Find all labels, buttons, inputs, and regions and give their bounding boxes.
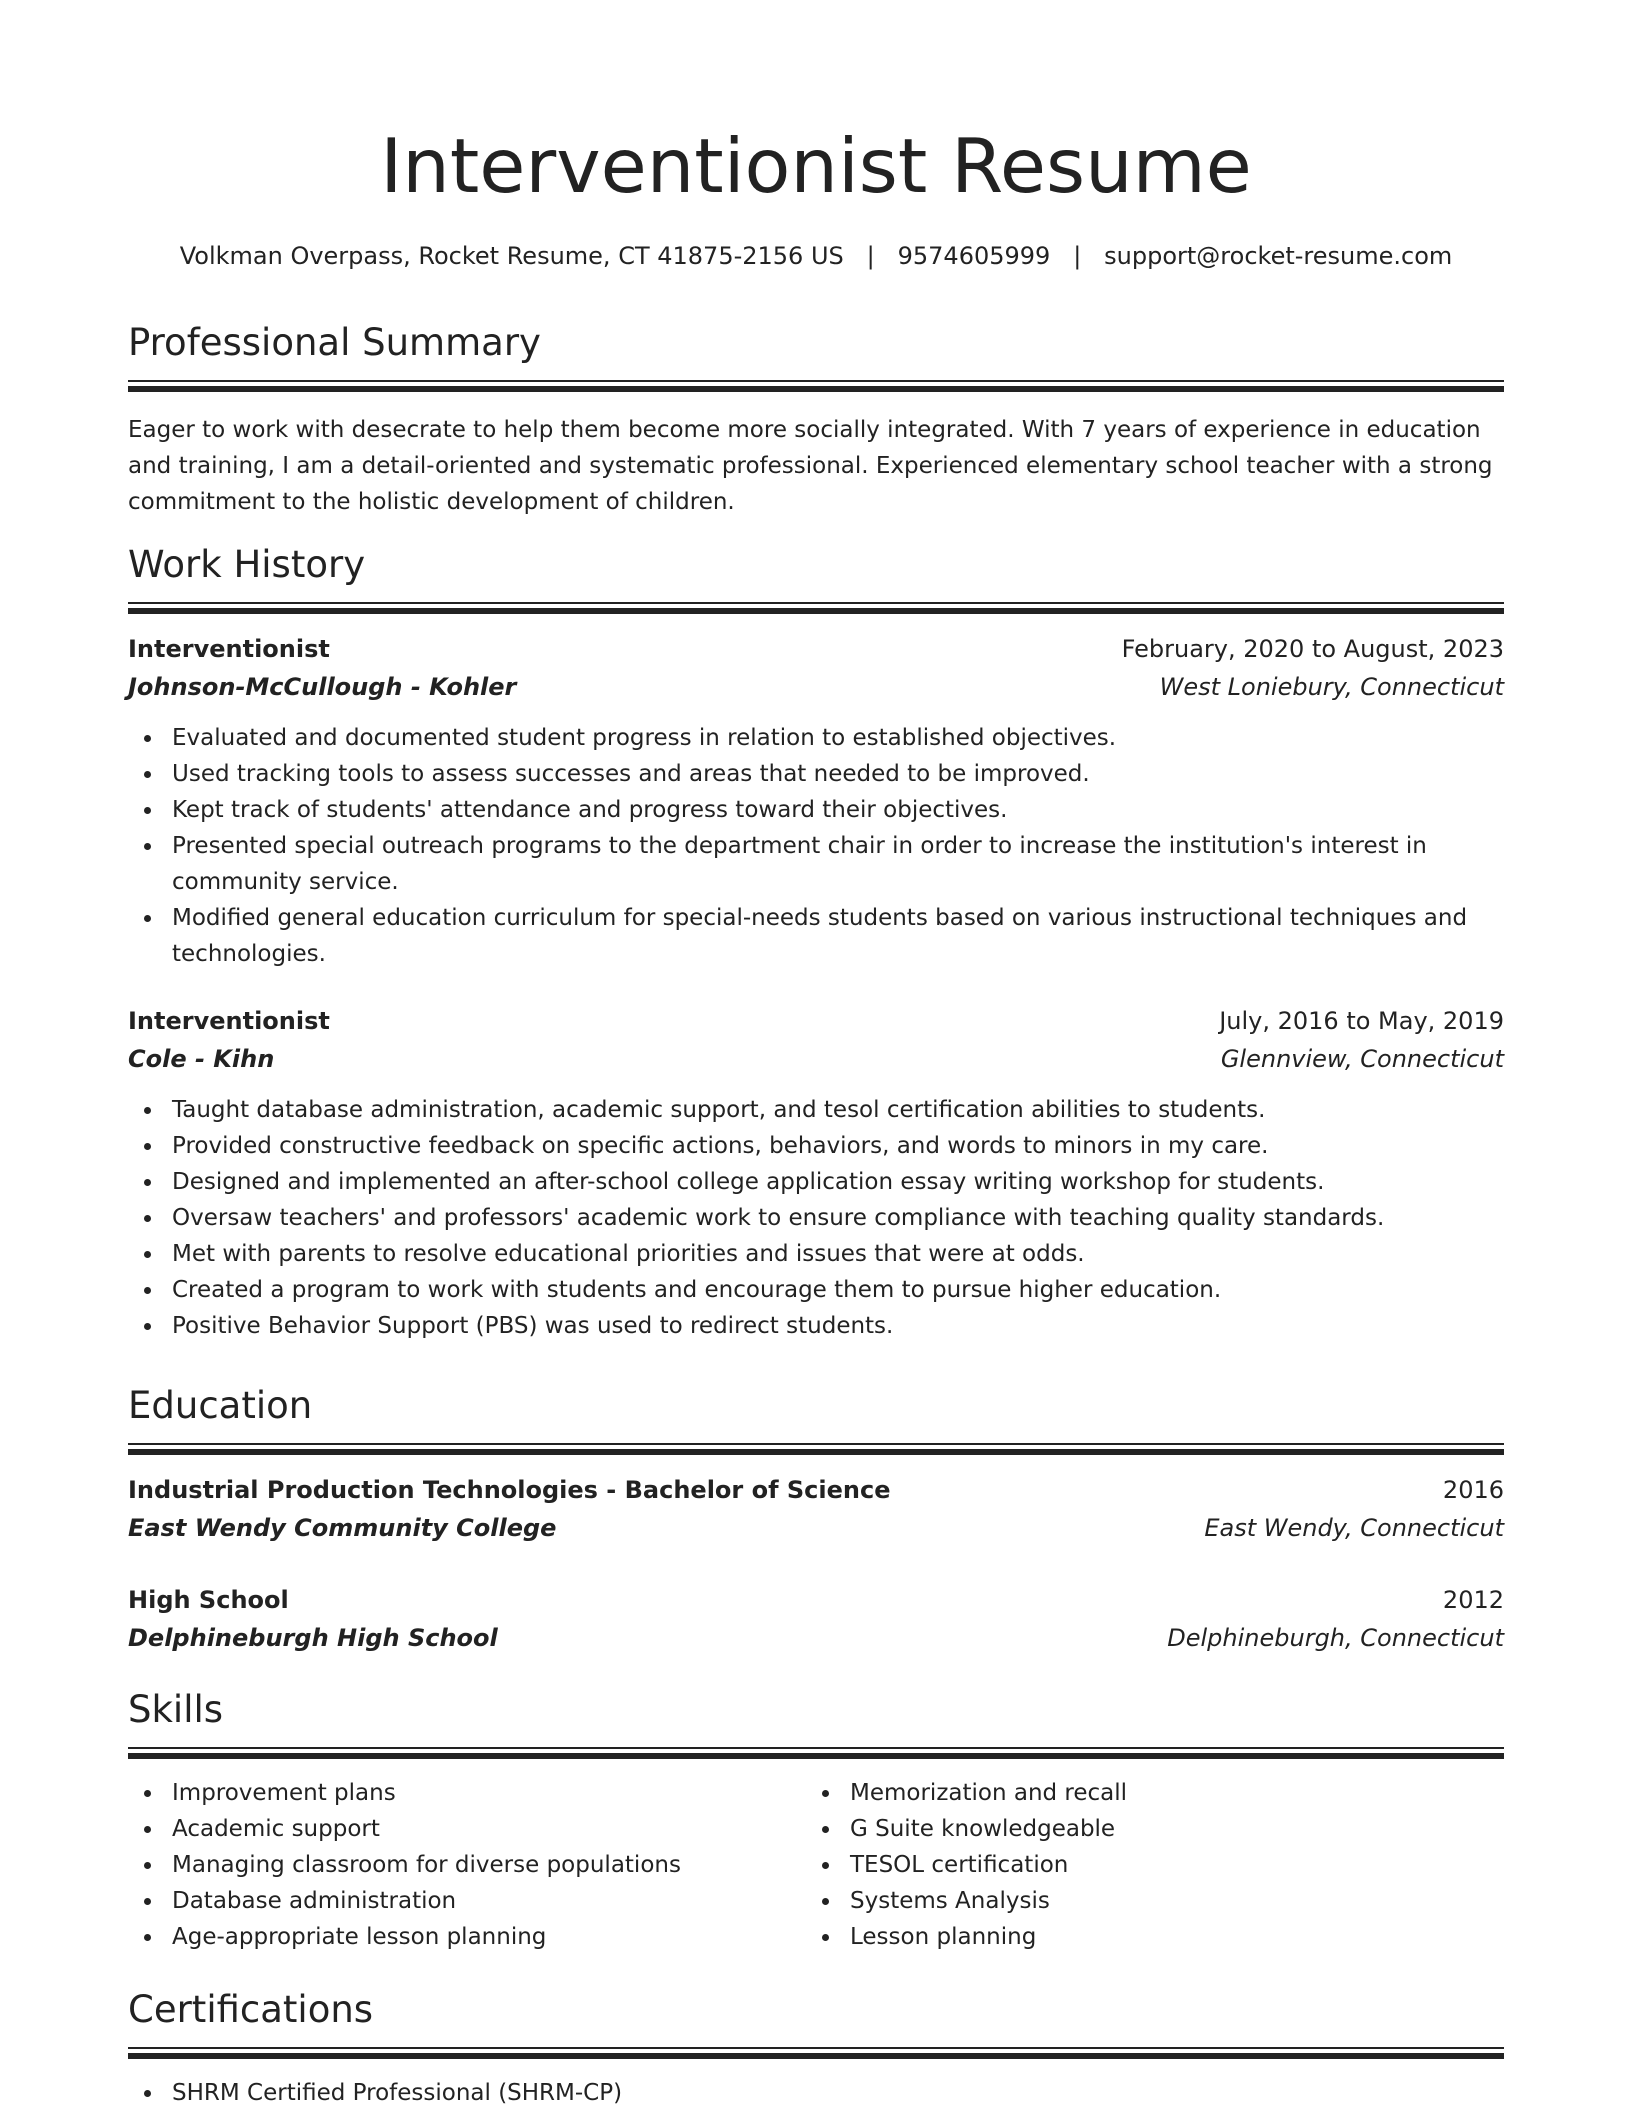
section-divider [128, 1747, 1504, 1759]
list-item: Met with parents to resolve educational priorities and issues that were at odds. [128, 1236, 1504, 1272]
list-item: G Suite knowledgeable [806, 1811, 1476, 1847]
list-item: Designed and implemented an after-school college application essay writing workshop for students. [128, 1164, 1504, 1200]
education-section [128, 1381, 1504, 1657]
list-item: Academic support [128, 1811, 798, 1847]
section-divider [128, 602, 1504, 614]
list-item: Evaluated and documented student progress in relation to established objectives. [128, 720, 1504, 756]
job-company: Cole - Kihn [128, 1045, 275, 1073]
job-title: Interventionist [128, 635, 330, 663]
job-title: Interventionist [128, 1007, 330, 1035]
school-name: Delphineburgh High School [128, 1624, 498, 1652]
certifications-list [128, 2075, 1504, 2111]
list-item: Presented special outreach programs to the department chair in order to increase the institution's interest in community service. [128, 828, 1504, 900]
education-heading: Education [128, 1384, 313, 1427]
job-dates: February, 2020 to August, 2023 [1121, 635, 1504, 663]
summary-heading: Professional Summary [128, 321, 541, 364]
education-entry [128, 1471, 1504, 1547]
skills-list-right [806, 1775, 1476, 1955]
certifications-heading: Certifications [128, 1988, 374, 2031]
education-entry [128, 1581, 1504, 1657]
section-divider [128, 380, 1504, 392]
work-history-section [128, 540, 1504, 1344]
list-item: Used tracking tools to assess successes and areas that needed to be improved. [128, 756, 1504, 792]
job-location: West Loniebury, Connecticut [1159, 673, 1504, 701]
list-item: Memorization and recall [806, 1775, 1476, 1811]
job-entry [128, 1002, 1504, 1344]
resume-title: Interventionist Resume [380, 122, 1252, 210]
job-entry [128, 630, 1504, 972]
job-company: Johnson-McCullough - Kohler [128, 673, 517, 701]
list-item: Taught database administration, academic support, and tesol certification abilities to students. [128, 1092, 1504, 1128]
resume-page [128, 0, 1504, 2112]
school-location: East Wendy, Connecticut [1204, 1514, 1504, 1542]
summary-section [128, 318, 1504, 520]
graduation-year: 2016 [1442, 1476, 1504, 1504]
list-item: Age-appropriate lesson planning [128, 1919, 798, 1955]
list-item: Systems Analysis [806, 1883, 1476, 1919]
work-history-heading: Work History [128, 543, 366, 586]
summary-text: Eager to work with desecrate to help them become more socially integrated. With 7 years of experience in education and training, I am a detail-oriented and systematic professional. Experienced elementary school teacher with a strong commitment to the holistic development of children. [128, 417, 1493, 515]
contact-line: Volkman Overpass, Rocket Resume, CT 41875-2156 US | 9574605999 | support@rocket-resume.com [179, 242, 1453, 270]
school-name: East Wendy Community College [128, 1514, 557, 1542]
certifications-section [128, 1985, 1504, 2111]
skills-heading: Skills [128, 1688, 224, 1731]
degree-name: Industrial Production Technologies - Bachelor of Science [128, 1476, 891, 1504]
job-dates: July, 2016 to May, 2019 [1219, 1007, 1504, 1035]
list-item: Positive Behavior Support (PBS) was used to redirect students. [128, 1308, 1504, 1344]
list-item: TESOL certification [806, 1847, 1476, 1883]
graduation-year: 2012 [1442, 1586, 1504, 1614]
degree-name: High School [128, 1586, 289, 1614]
skills-list-left [128, 1775, 798, 1955]
skills-section [128, 1685, 1504, 1957]
list-item: Database administration [128, 1883, 798, 1919]
job-location: Glennview, Connecticut [1220, 1045, 1504, 1073]
list-item: SHRM Certified Professional (SHRM-CP) [128, 2075, 1504, 2111]
skills-columns [128, 1775, 1504, 1957]
list-item: Lesson planning [806, 1919, 1476, 1955]
section-divider [128, 1443, 1504, 1455]
job-bullets [128, 1092, 1504, 1344]
list-item: Oversaw teachers' and professors' academic work to ensure compliance with teaching quality standards. [128, 1200, 1504, 1236]
list-item: Created a program to work with students and encourage them to pursue higher education. [128, 1272, 1504, 1308]
list-item: Kept track of students' attendance and progress toward their objectives. [128, 792, 1504, 828]
list-item: Modified general education curriculum for special-needs students based on various instructional techniques and technologies. [128, 900, 1504, 972]
list-item: Improvement plans [128, 1775, 798, 1811]
job-bullets [128, 720, 1504, 972]
list-item: Managing classroom for diverse populations [128, 1847, 798, 1883]
section-divider [128, 2047, 1504, 2059]
school-location: Delphineburgh, Connecticut [1167, 1624, 1504, 1652]
list-item: Provided constructive feedback on specific actions, behaviors, and words to minors in my care. [128, 1128, 1504, 1164]
